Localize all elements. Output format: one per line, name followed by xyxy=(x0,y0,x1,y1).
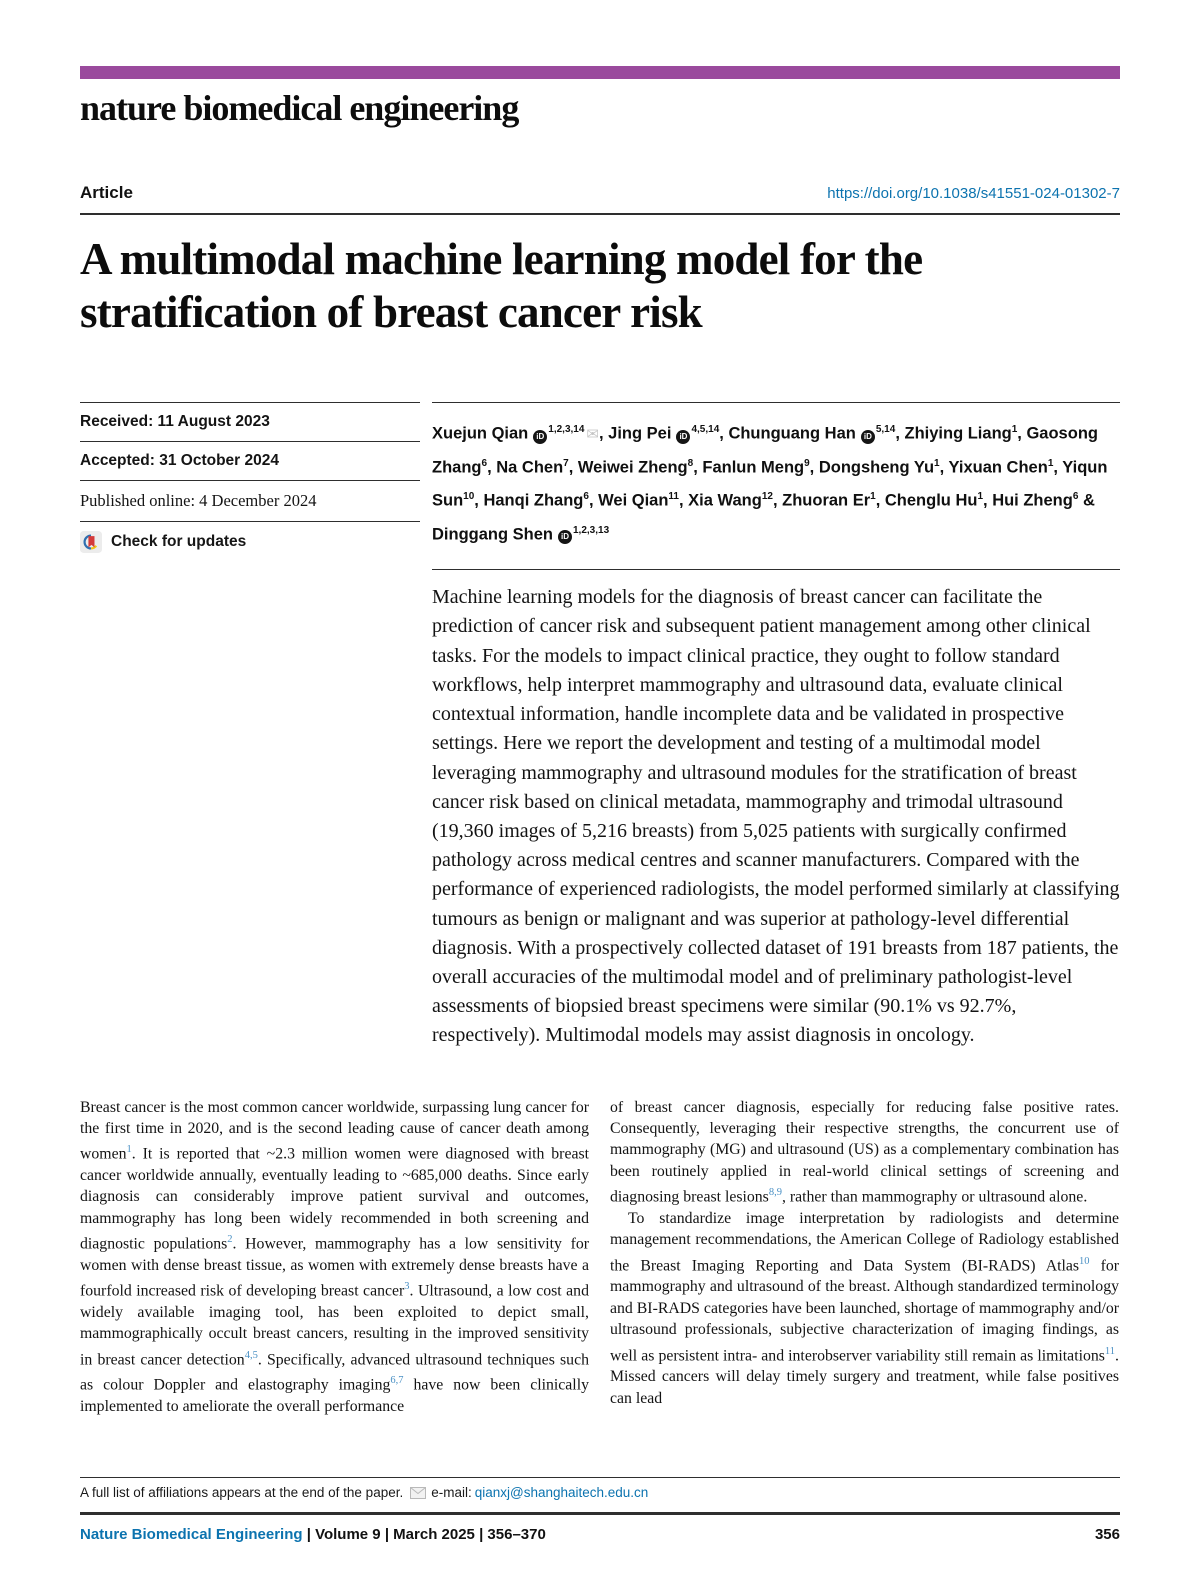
author-affiliation-superscript: 1,2,3,14 xyxy=(548,424,585,436)
author-affiliation-superscript: 6 xyxy=(583,491,589,503)
reference-link[interactable]: 1 xyxy=(126,1144,132,1156)
affiliation-note-row xyxy=(80,1477,1120,1512)
author-affiliation-superscript: 6 xyxy=(481,457,488,469)
body-text xyxy=(80,1097,1120,1418)
orcid-icon[interactable]: iD xyxy=(676,430,690,444)
header-divider xyxy=(80,213,1120,215)
reference-link[interactable]: 10 xyxy=(1079,1255,1090,1267)
affiliation-note: A full list of affiliations appears at the end of the paper. xyxy=(80,1485,404,1500)
page-title: A multimodal machine learning model for the stratification of breast cancer risk xyxy=(80,234,923,337)
author-affiliation-superscript: 1 xyxy=(870,491,876,503)
body-paragraph: Breast cancer is the most common cancer worldwide, surpassing lung cancer for the first time in 2020, and is the second leading cause of cancer death among women$^1$. It is reported that ~2.3 million women were diagnosed with breast cancer worldwide annually, eventually leading to ~685,000 deaths. Since early diagnosis can considerably improve patient survival and outcomes, mammography has long been widely recommended in both screening and diagnostic populations$^2$. However, mammography has a low sensitivity for women with dense breast tissue, as women with extremely dense breasts have a fourfold increased risk of developing breast cancer$^3$. Ultrasound, a low cost and widely available imaging tool, has been exploited to depict small, mammographically occult breast cancers, resulting in the improved sensitivity in breast cancer detection$^{4,5}$. Specifically, advanced ultrasound techniques such as colour Doppler and elastography imaging$^{6,7}$ have now been clinically implemented to ameliorate the overall performance xyxy=(80,1098,589,1416)
accepted-date: Accepted: 31 October 2024 xyxy=(80,441,420,480)
email-link[interactable]: qianxj@shanghaitech.edu.cn xyxy=(474,1485,649,1500)
check-for-updates-label: Check for updates xyxy=(111,533,247,551)
email-label: e-mail: xyxy=(431,1485,472,1500)
crossmark-icon xyxy=(80,531,102,553)
author-affiliation-superscript: 9 xyxy=(804,457,810,469)
author-affiliation-superscript: 11 xyxy=(668,491,679,503)
received-date: Received: 11 August 2023 xyxy=(80,402,420,441)
published-date: Published online: 4 December 2024 xyxy=(80,480,420,521)
page-number: 356 xyxy=(1094,1526,1120,1543)
reference-link[interactable]: 11 xyxy=(1104,1345,1116,1357)
citation-text xyxy=(80,1526,546,1543)
reference-link[interactable]: 2 xyxy=(227,1234,233,1246)
author-affiliation-superscript: 1 xyxy=(934,457,940,469)
doi-link[interactable]: https://doi.org/10.1038/s41551-024-01302-7 xyxy=(827,185,1120,202)
author-affiliation-superscript: 8 xyxy=(687,457,694,469)
reference-link[interactable]: 6,7 xyxy=(390,1375,404,1387)
author-affiliation-superscript: 1 xyxy=(1011,424,1018,436)
journal-citation-line xyxy=(80,1515,1120,1543)
body-paragraph: of breast cancer diagnosis, especially for reducing false positive rates. Consequently, leveraging their respective strengths, the concurrent use of mammography (MG) and ultrasound (US) as a complementary combination has been routinely applied in real-world clinical settings of screening and diagnosing breast lesions$^{8,9}$, rather than mammography or ultrasound alone. xyxy=(610,1098,1119,1206)
article-type-label: Article xyxy=(80,183,133,202)
reference-link[interactable]: 4,5 xyxy=(244,1349,258,1361)
author-affiliation-superscript: 1,2,3,13 xyxy=(573,524,610,536)
issue-info: | Volume 9 | March 2025 | 356–370 xyxy=(302,1526,546,1543)
orcid-icon[interactable]: iD xyxy=(533,430,547,444)
brand-accent-bar xyxy=(80,66,1120,79)
orcid-icon[interactable]: iD xyxy=(861,430,875,444)
author-column xyxy=(432,402,1120,1050)
journal-wordmark: nature biomedical engineering xyxy=(80,88,519,128)
check-for-updates-button[interactable] xyxy=(80,521,420,553)
email-envelope-icon xyxy=(410,1487,426,1499)
corresponding-author-envelope-icon[interactable]: ✉ xyxy=(586,425,599,443)
article-header-row xyxy=(80,183,1120,203)
journal-name-link[interactable]: Nature Biomedical Engineering xyxy=(80,1526,303,1543)
meta-and-authors xyxy=(80,402,1120,1050)
author-affiliation-superscript: 7 xyxy=(563,457,569,469)
author-affiliation-superscript: 1 xyxy=(977,491,984,503)
reference-link[interactable]: 3 xyxy=(404,1281,410,1293)
orcid-icon[interactable]: iD xyxy=(558,530,572,544)
author-affiliation-superscript: 6 xyxy=(1072,491,1079,503)
body-column-right xyxy=(610,1097,1119,1418)
article-meta-column xyxy=(80,402,420,1050)
reference-link[interactable]: 8,9 xyxy=(768,1187,782,1199)
page-footer xyxy=(80,1477,1120,1543)
author-affiliation-superscript: 12 xyxy=(761,491,773,503)
author-affiliation-superscript: 5,14 xyxy=(875,424,896,436)
body-paragraph: To standardize image interpretation by radiologists and determine management recommendations, the American College of Radiology established the Breast Imaging Reporting and Data System (BI-RADS) Atlas$^{10}$ for mammography and ultrasound of the breast. Although standardized terminology and BI-RADS categories have been launched, shortage of mammography and/or ultrasound professionals, subjective characterization of imaging findings, as well as persistent intra- and interobserver variability still remain as limitations$^{11}$. Missed cancers will delay timely surgery and treatment, while false positives can lead xyxy=(610,1209,1119,1407)
author-list: Xuejun Qian iD$^{1,2,3,14}$ ✉, Jing Pei iD$^{4,5,14}$, Chunguang Han iD$^{5,14}$, Zhiying Liang$^1$, Gaosong Zhang$^6$, Na Chen$^7$, Weiwei Zheng$^8$, Fanlun Meng$^9$, Dongsheng Yu$^1$, Yixuan Chen$^1$, Yiqun Sun$^{10}$, Hanqi Zhang$^6$, Wei Qian$^{11}$, Xia Wang$^{12}$, Zhuoran Er$^1$, Chenglu Hu$^1$, Hui Zheng$^6$ & Dinggang Shen iD$^{1,2,3,13}$ xyxy=(432,402,1120,549)
author-affiliation-superscript: 4,5,14 xyxy=(691,424,720,436)
body-column-left xyxy=(80,1097,589,1418)
author-affiliation-superscript: 10 xyxy=(463,491,475,503)
author-affiliation-superscript: 1 xyxy=(1047,457,1054,469)
abstract-text: Machine learning models for the diagnosis of breast cancer can facilitate the prediction of cancer risk and subsequent patient management among other clinical tasks. For the models to impact clinical practice, they ought to follow standard workflows, help interpret mammography and ultrasound data, evaluate clinical contextual information, handle incomplete data and be validated in prospective settings. Here we report the development and testing of a multimodal model leveraging mammography and ultrasound modules for the stratification of breast cancer risk based on clinical metadata, mammography and trimodal ultrasound (19,360 images of 5,216 breasts) from 5,025 patients with surgically confirmed pathology across medical centres and scanner manufacturers. Compared with the performance of experienced radiologists, the model performed similarly at classifying tumours as benign or malignant and was superior at pathology-level differential diagnosis. With a prospectively collected dataset of 191 breasts from 187 patients, the overall accuracies of the multimodal model and of preliminary pathologist-level assessments of biopsied breast specimens were similar (90.1% vs 92.7%, respectively). Multimodal models may assist diagnosis in oncology. xyxy=(432,569,1120,1050)
